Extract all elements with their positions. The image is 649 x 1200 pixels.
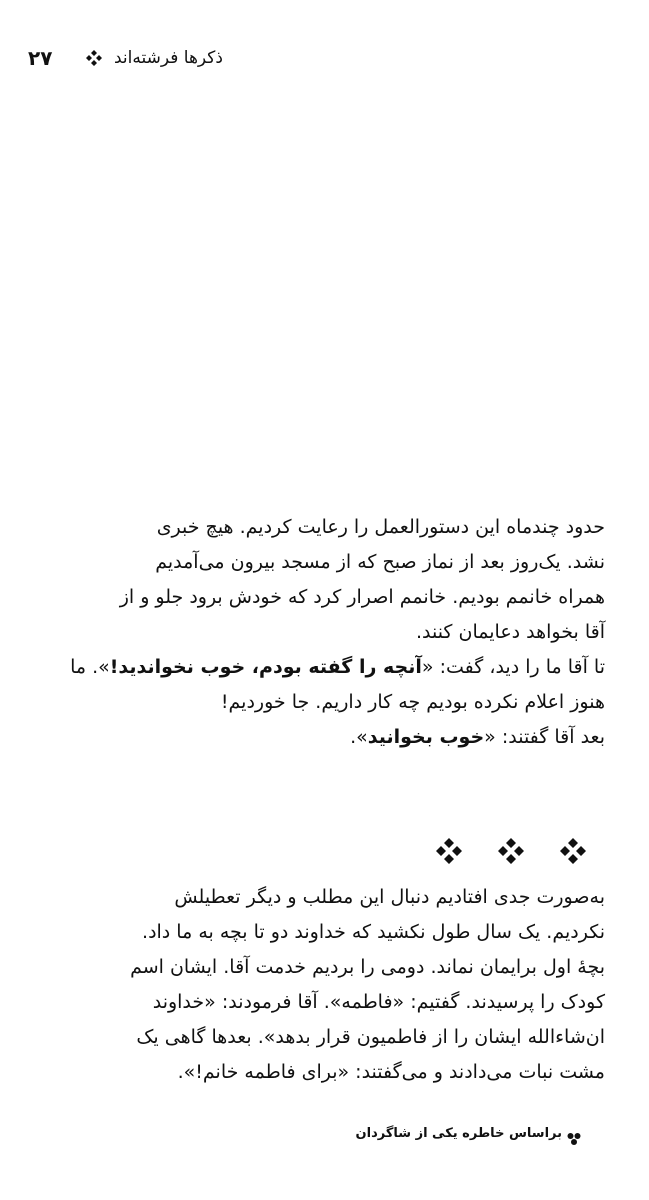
paragraph-line: حدود چندماه این دستورالعمل را رعایت کردیم. هیچ خبری: [156, 516, 605, 538]
paragraph-line: بچهٔ اول برایمان نماند. دومی را بردیم خدمت آقا. ایشان اسم: [130, 956, 605, 978]
quote-line: [45, 650, 605, 685]
paragraph-line: ان‌شاءالله ایشان را از فاطمیون قرار بدهد». بعدها گاهی یک: [136, 1026, 605, 1048]
line-text: بعد آقا گفتند: «: [484, 726, 605, 748]
paragraph-line: همراه خانمم بودیم. خانمم اصرار کرد که خودش برود جلو و از: [119, 586, 605, 608]
paragraph-line: آقا بخواهد دعایمان کنند.: [415, 621, 605, 643]
paragraph-line: به‌صورت جدی افتادیم دنبال این مطلب و دیگر تعطیلش: [174, 886, 605, 908]
paragraph-line: نکردیم. یک سال طول نکشید که خداوند دو تا بچه به ما داد.: [142, 921, 605, 943]
paragraph-line: هنوز اعلام نکرده بودیم چه کار داریم. جا خوردیم!: [220, 691, 605, 713]
trefoil-footnote-icon: [567, 1130, 581, 1142]
running-title: ذکرها فرشته‌اند: [114, 48, 223, 68]
bold-quote: آنچه را گفته بودم، خوب نخواندید!: [109, 656, 422, 678]
quote-line: [45, 720, 605, 755]
four-diamond-ornament-icon: [86, 50, 102, 66]
paragraph-line: کودک را پرسیدند. گفتیم: «فاطمه». آقا فرمودند: «خداوند: [152, 991, 605, 1013]
paragraph-line: نشد. یک‌روز بعد از نماز صبح که از مسجد بیرون می‌آمدیم: [155, 551, 605, 573]
paragraph-line: مشت نبات می‌دادند و می‌گفتند: «برای فاطمه خانم!».: [177, 1061, 605, 1083]
paragraph-2: [45, 880, 605, 1090]
line-text: ».: [350, 726, 368, 748]
page-header: [0, 46, 649, 80]
four-diamond-ornament-icon: [436, 838, 462, 864]
footnote: براساس خاطره یکی از شاگردان: [355, 1126, 562, 1141]
paragraph-1: [45, 510, 605, 755]
page-number: ۲۷: [28, 46, 53, 70]
line-text: تا آقا ما را دید، گفت: «: [421, 656, 605, 678]
section-divider: [436, 836, 586, 866]
four-diamond-ornament-icon: [560, 838, 586, 864]
line-text: ». ما: [70, 656, 110, 678]
bold-quote: خوب بخوانید: [367, 726, 485, 748]
four-diamond-ornament-icon: [498, 838, 524, 864]
